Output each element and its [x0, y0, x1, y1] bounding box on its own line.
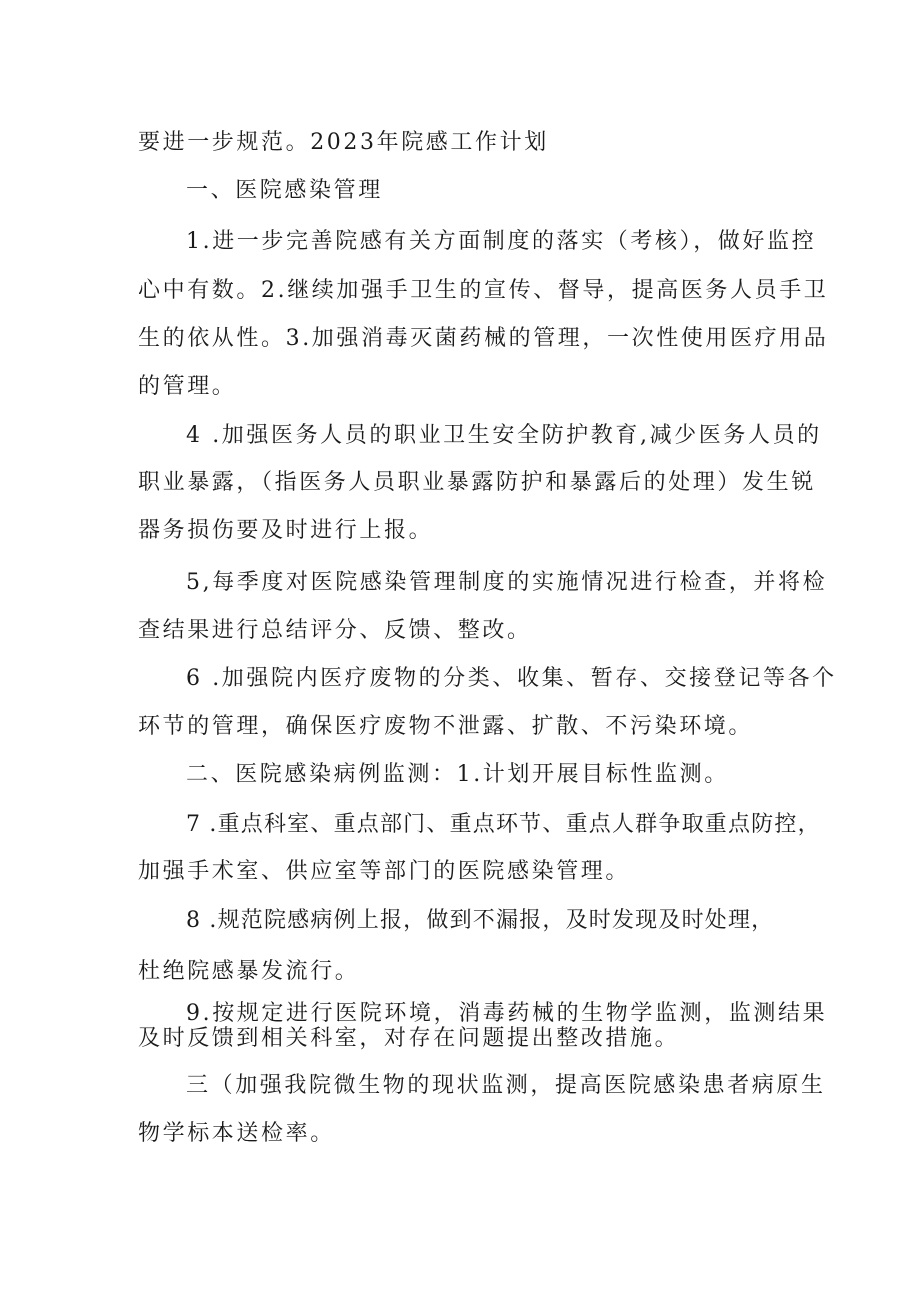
- text-line: 物学标本送检率。: [138, 1121, 335, 1146]
- text-line: 心中有数。2.继续加强手卫生的宣传、督导，提高医务人员手卫: [138, 278, 829, 303]
- text-line: 9.按规定进行医院环境，消毒药械的生物学监测，监测结果: [186, 1001, 828, 1026]
- text-line: 及时反馈到相关科室，对存在问题提出整改措施。: [138, 1026, 680, 1051]
- text-line: 的管理。: [138, 374, 237, 399]
- text-line: 8 .规范院感病例上报，做到不漏报，及时发现及时处理，: [186, 908, 775, 933]
- text-line: 6 .加强院内医疗废物的分类、收集、暂存、交接登记等各个: [186, 666, 837, 691]
- section-heading: 二、医院感染病例监测：1.计划开展目标性监测。: [186, 762, 729, 787]
- text-line: 杜绝院感暴发流行。: [138, 959, 360, 984]
- section-heading: 三（加强我院微生物的现状监测，提高医院感染患者病原生: [186, 1073, 826, 1098]
- text-line: 4 .加强医务人员的职业卫生安全防护教育,减少医务人员的: [186, 423, 822, 448]
- text-line: 器务损伤要及时进行上报。: [138, 518, 434, 543]
- text-line: 生的依从性。3.加强消毒灭菌药械的管理，一次性使用医疗用品: [138, 326, 829, 351]
- text-line: 要进一步规范。2023年院感工作计划: [138, 130, 549, 155]
- text-line: 5,每季度对医院感染管理制度的实施情况进行检查，并将检: [186, 570, 828, 595]
- text-line: 查结果进行总结评分、反馈、整改。: [138, 618, 532, 643]
- section-heading: 一、医院感染管理: [186, 178, 383, 203]
- text-line: 1.进一步完善院感有关方面制度的落实（考核），做好监控: [186, 229, 817, 254]
- text-line: 7 .重点科室、重点部门、重点环节、重点人群争取重点防控，: [186, 812, 821, 837]
- text-line: 职业暴露，（指医务人员职业暴露防护和暴露后的处理）发生锐: [138, 470, 816, 495]
- text-line: 环节的管理，确保医疗废物不泄露、扩散、不污染环境。: [138, 714, 754, 739]
- text-line: 加强手术室、供应室等部门的医院感染管理。: [138, 859, 631, 884]
